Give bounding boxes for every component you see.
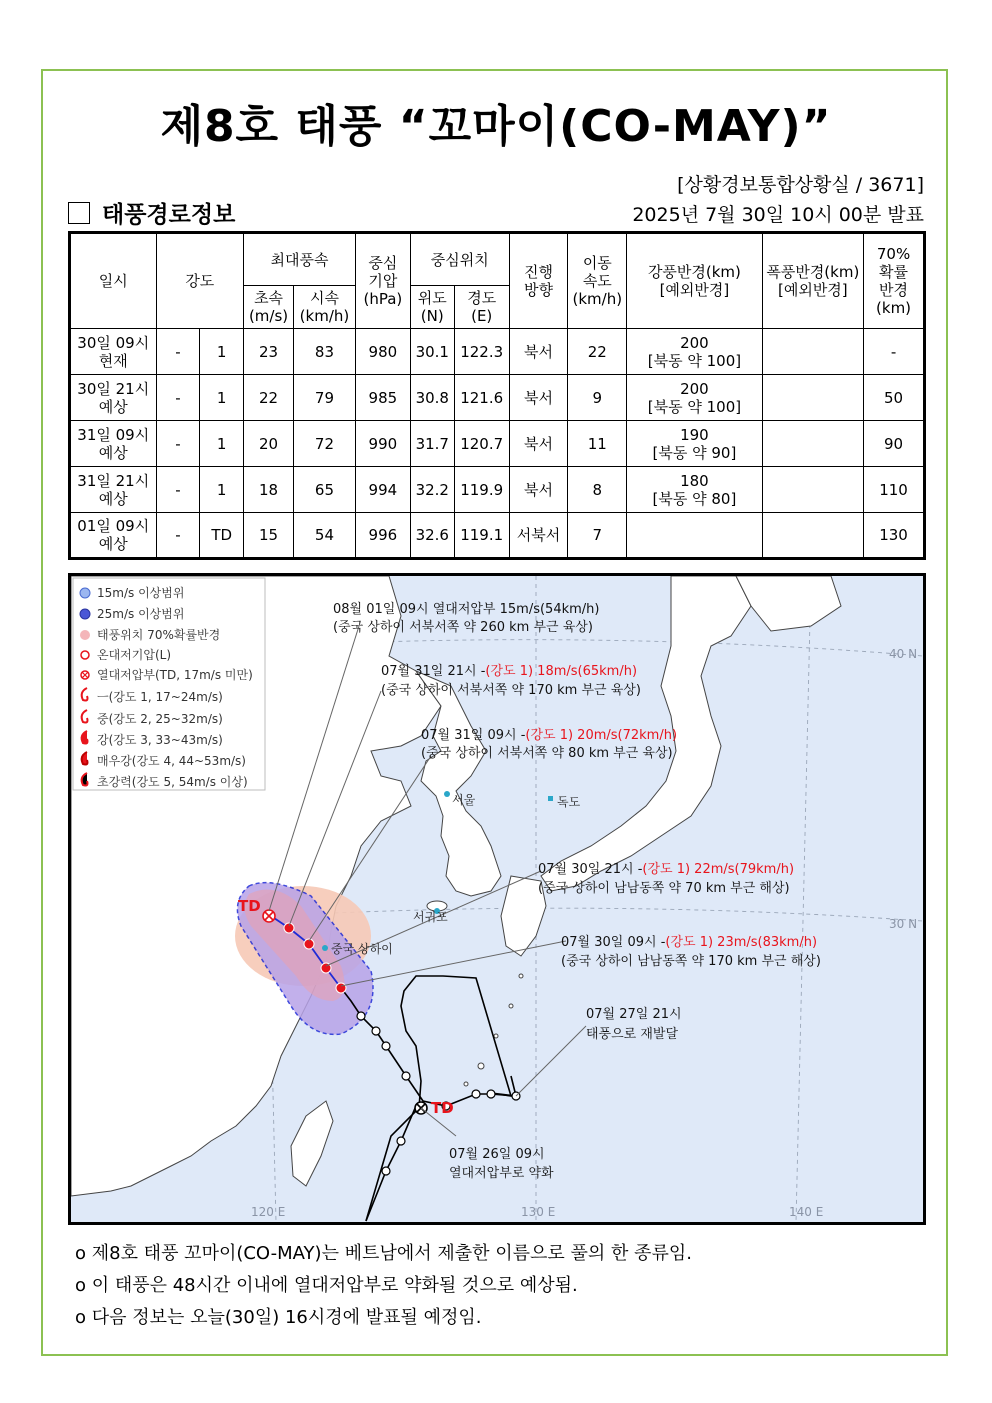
cell-strength: 1	[200, 375, 244, 421]
annotation-jul31-09-line1: 07월 31일 09시 -(강도 1) 20m/s(72km/h)	[421, 728, 678, 743]
cell-lon: 122.3	[454, 329, 509, 375]
cell-strong	[627, 513, 762, 559]
cell-ms: 22	[244, 375, 294, 421]
label-140e: 140 E	[789, 1205, 824, 1219]
note-2: o 이 태풍은 48시간 이내에 열대저압부로 약화될 것으로 예상됨.	[75, 1275, 578, 1296]
cell-storm	[762, 375, 864, 421]
cell-prob: 110	[864, 467, 925, 513]
page-title: 제8호 태풍 “꼬마이(CO-MAY)”	[160, 101, 832, 152]
annotation-jul30-09-line1: 07월 30일 09시 -(강도 1) 23m/s(83km/h)	[561, 935, 818, 950]
cell-strong: 200 [북동 약 100]	[627, 329, 762, 375]
annotation-jul30-09-line2: (중국 상하이 남남동쪽 약 170 km 부근 해상)	[561, 954, 821, 969]
annotation-jul26-line2: 열대저압부로 약화	[449, 1166, 554, 1181]
cell-strength: TD	[200, 513, 244, 559]
cell-time: 31일 21시 예상	[70, 467, 157, 513]
legend-item-5: ㅡ(강도 1, 17~24m/s)	[97, 690, 223, 704]
cell-grade: -	[156, 513, 200, 559]
td-marker-end	[263, 910, 275, 922]
annotation-jul30-21-line2: (중국 상하이 남남동쪽 약 70 km 부근 해상)	[538, 881, 790, 896]
notes	[75, 1238, 692, 1334]
cell-dir: 북서	[509, 329, 568, 375]
legend-prob-icon	[80, 630, 90, 640]
cell-ms: 15	[244, 513, 294, 559]
cell-time: 30일 21시 예상	[70, 375, 157, 421]
table-row	[70, 421, 925, 467]
label-seogwipo: 서귀포	[413, 910, 448, 924]
legend-item-6: 중(강도 2, 25~32m/s)	[97, 712, 223, 726]
header-time: 일시	[70, 233, 157, 329]
header-strength: 강도	[156, 233, 244, 329]
header-maxwind: 최대풍속	[244, 233, 356, 286]
cell-time: 30일 09시 현재	[70, 329, 157, 375]
cell-grade: -	[156, 329, 200, 375]
cell-kmh: 79	[294, 375, 356, 421]
cell-pressure: 996	[355, 513, 410, 559]
track-info-table	[68, 231, 926, 560]
legend-15ms-icon	[80, 588, 90, 598]
cell-dir: 북서	[509, 375, 568, 421]
header-lon: 경도 (E)	[454, 286, 509, 329]
cell-lat: 32.2	[410, 467, 454, 513]
cell-ms: 20	[244, 421, 294, 467]
cell-dir: 북서	[509, 421, 568, 467]
map-svg	[71, 576, 923, 1222]
cell-lat: 30.8	[410, 375, 454, 421]
cell-speed: 9	[568, 375, 627, 421]
cell-kmh: 72	[294, 421, 356, 467]
annotation-aug01-line2: (중국 상하이 서북서쪽 약 260 km 부근 육상)	[333, 620, 593, 635]
cell-kmh: 65	[294, 467, 356, 513]
label-40n: 40 N	[889, 647, 918, 661]
cell-strong: 190 [북동 약 90]	[627, 421, 762, 467]
header-ms: 초속 (m/s)	[244, 286, 294, 329]
cell-lon: 120.7	[454, 421, 509, 467]
cell-storm	[762, 467, 864, 513]
seoul-marker	[444, 791, 450, 797]
cell-ms: 23	[244, 329, 294, 375]
cell-strong: 200 [북동 약 100]	[627, 375, 762, 421]
cell-storm	[762, 329, 864, 375]
legend-25ms-icon	[80, 609, 90, 619]
legend-td-icon	[81, 671, 89, 679]
table-row	[70, 467, 925, 513]
cell-dir: 서북서	[509, 513, 568, 559]
annotation-jul27-line2: 태풍으로 재발달	[586, 1027, 679, 1042]
header-direction: 진행 방향	[509, 233, 568, 329]
legend-item-0: 15m/s 이상범위	[97, 586, 185, 600]
td-label-past: TD	[431, 1099, 454, 1117]
cell-dir: 북서	[509, 467, 568, 513]
table-row	[70, 329, 925, 375]
legend-item-2: 태풍위치 70%확률반경	[97, 628, 221, 642]
table-row	[70, 375, 925, 421]
issue-date: 2025년 7월 30일 10시 00분 발표	[632, 204, 924, 226]
cell-grade: -	[156, 375, 200, 421]
dokdo-marker	[548, 796, 553, 801]
note-3: o 다음 정보는 오늘(30일) 16시경에 발표될 예정임.	[75, 1307, 482, 1328]
header-pressure: 중심 기압 (hPa)	[355, 233, 410, 329]
cell-pressure: 990	[355, 421, 410, 467]
cell-pressure: 994	[355, 467, 410, 513]
legend-item-9: 초강력(강도 5, 54m/s 이상)	[97, 775, 248, 789]
legend-item-1: 25m/s 이상범위	[97, 607, 185, 621]
label-30n: 30 N	[889, 917, 918, 931]
header-prob-radius: 70% 확률 반경 (km)	[864, 233, 925, 329]
annotation-jul27-line1: 07월 27일 21시	[586, 1007, 682, 1022]
cell-pressure: 980	[355, 329, 410, 375]
cell-strong: 180 [북동 약 80]	[627, 467, 762, 513]
legend-item-4: 열대저압부(TD, 17m/s 미만)	[97, 668, 253, 682]
cell-prob: 130	[864, 513, 925, 559]
cell-prob: -	[864, 329, 925, 375]
header-kmh: 시속 (km/h)	[294, 286, 356, 329]
section-heading	[68, 196, 235, 229]
cell-speed: 8	[568, 467, 627, 513]
annotation-aug01-line1: 08월 01일 09시 열대저압부 15m/s(54km/h)	[333, 602, 600, 617]
legend-item-8: 매우강(강도 4, 44~53m/s)	[97, 754, 246, 768]
cell-kmh: 83	[294, 329, 356, 375]
header-strong-radius: 강풍반경(km) [예외반경]	[627, 233, 762, 329]
cell-lat: 32.6	[410, 513, 454, 559]
cell-kmh: 54	[294, 513, 356, 559]
section-title: 태풍경로정보	[102, 202, 236, 228]
cell-lat: 30.1	[410, 329, 454, 375]
cell-grade: -	[156, 467, 200, 513]
cell-speed: 7	[568, 513, 627, 559]
cell-grade: -	[156, 421, 200, 467]
label-shanghai: 중국 상하이	[331, 942, 393, 956]
cell-lon: 121.6	[454, 375, 509, 421]
legend-item-7: 강(강도 3, 33~43m/s)	[97, 733, 223, 747]
cell-prob: 50	[864, 375, 925, 421]
cell-storm	[762, 421, 864, 467]
annotation-jul26-line1: 07월 26일 09시	[449, 1147, 545, 1162]
label-dokdo: 독도	[557, 795, 581, 809]
cell-strength: 1	[200, 329, 244, 375]
cell-time: 01일 09시 예상	[70, 513, 157, 559]
cell-strength: 1	[200, 421, 244, 467]
header-storm-radius: 폭풍반경(km) [예외반경]	[762, 233, 864, 329]
typhoon-track-map	[68, 573, 926, 1225]
cell-lat: 31.7	[410, 421, 454, 467]
annotation-jul31-21-line1: 07월 31일 21시 -(강도 1) 18m/s(65km/h)	[381, 664, 638, 679]
cell-storm	[762, 513, 864, 559]
annotation-jul31-21-line2: (중국 상하이 서북서쪽 약 170 km 부근 육상)	[381, 683, 641, 698]
shanghai-marker	[322, 945, 328, 951]
cell-time: 31일 09시 예상	[70, 421, 157, 467]
table-row	[70, 513, 925, 559]
cell-prob: 90	[864, 421, 925, 467]
header-speed: 이동 속도 (km/h)	[568, 233, 627, 329]
label-130e: 130 E	[521, 1205, 556, 1219]
header-lat: 위도 (N)	[410, 286, 454, 329]
cell-lon: 119.1	[454, 513, 509, 559]
annotation-jul31-09-line2: (중국 상하이 서북서쪽 약 80 km 부근 육상)	[421, 746, 673, 761]
legend-extratropical-icon	[81, 651, 89, 659]
header-center: 중심위치	[410, 233, 509, 286]
cell-lon: 119.9	[454, 467, 509, 513]
legend-item-3: 온대저기압(L)	[97, 648, 172, 662]
cell-speed: 11	[568, 421, 627, 467]
cell-strength: 1	[200, 467, 244, 513]
cell-speed: 22	[568, 329, 627, 375]
annotation-jul30-21-line1: 07월 30일 21시 -(강도 1) 22m/s(79km/h)	[538, 862, 795, 877]
cell-pressure: 985	[355, 375, 410, 421]
td-label-end: TD	[238, 897, 261, 915]
note-1: o 제8호 태풍 꼬마이(CO-MAY)는 베트남에서 제출한 이름으로 풀의 한 종류임.	[75, 1243, 692, 1264]
label-120e: 120 E	[251, 1205, 286, 1219]
issuing-office: [상황경보통합상황실 / 3671]	[677, 174, 924, 196]
cell-ms: 18	[244, 467, 294, 513]
checkbox-icon	[68, 202, 90, 224]
label-seoul: 서울	[452, 793, 476, 807]
